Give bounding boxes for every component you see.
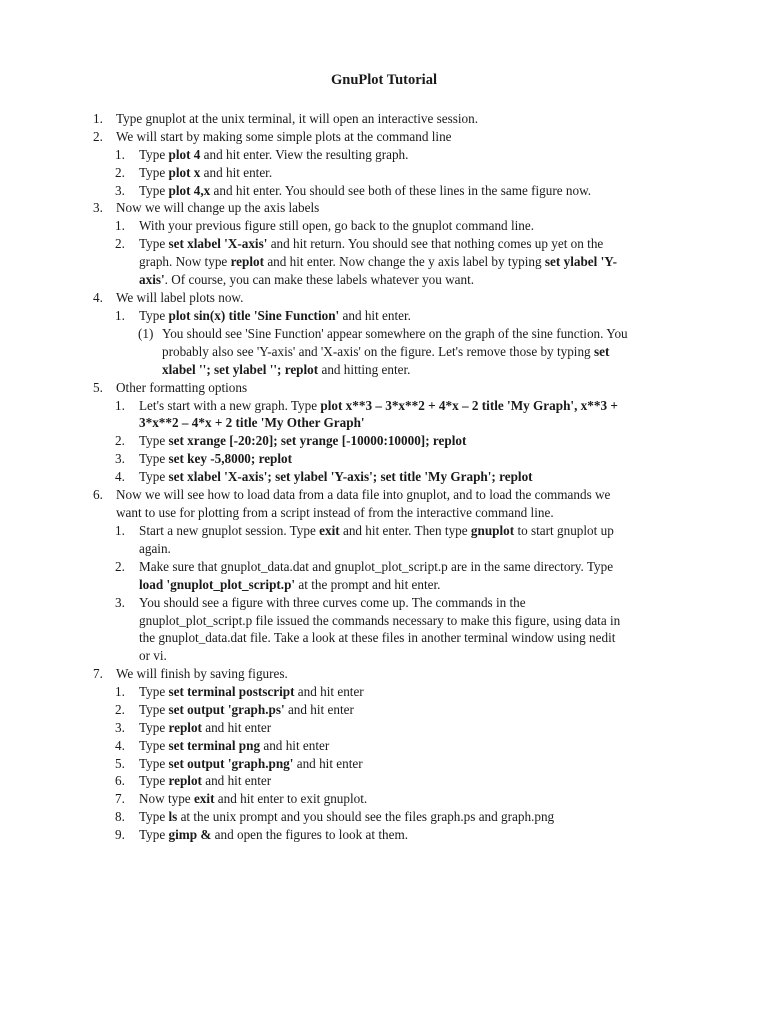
text-segment: and hit enter	[284, 702, 354, 717]
list-item-text	[139, 414, 365, 432]
list-item-number: 4.	[93, 290, 103, 305]
list-item-number: 1.	[115, 684, 125, 699]
text-segment: and hit enter	[201, 773, 272, 788]
text-segment: . Of course, you can make these labels whatever you want.	[164, 272, 475, 287]
text-segment: and hit enter	[201, 720, 272, 735]
text-segment: Type	[139, 433, 169, 448]
command-text: gnuplot	[470, 523, 515, 538]
text-segment: Type	[139, 827, 169, 842]
list-item-text	[139, 808, 554, 826]
list-item-number: 6.	[93, 487, 103, 502]
list-item-text	[116, 665, 288, 683]
command-text: xlabel ''; set ylabel ''; replot	[162, 362, 319, 377]
list-item-number: 8.	[115, 809, 125, 824]
list-item-number: 2.	[115, 165, 125, 180]
list-item-number: 4.	[115, 738, 125, 753]
list-item-text	[139, 683, 364, 701]
command-text: set xrange [-20:20]; set yrange [-10000:10000]; replot	[168, 433, 467, 448]
list-item-text	[139, 235, 603, 253]
list-item-text	[139, 737, 329, 755]
text-segment: and hit enter	[294, 684, 364, 699]
text-segment: You should see a figure with three curves come up. The commands in the	[139, 595, 526, 610]
list-item-text	[139, 540, 171, 558]
text-segment: Type	[139, 308, 169, 323]
text-segment: Type gnuplot at the unix terminal, it will open an interactive session.	[116, 111, 479, 126]
list-item-number: 1.	[115, 308, 125, 323]
list-item-number: 7.	[93, 666, 103, 681]
list-item-text	[139, 164, 272, 182]
command-text: plot 4	[168, 147, 201, 162]
command-text: ls	[168, 809, 178, 824]
text-segment: Type	[139, 773, 169, 788]
list-item-number: 5.	[115, 756, 125, 771]
text-segment: Type	[139, 702, 169, 717]
text-segment: to start gnuplot up	[514, 523, 614, 538]
command-text: replot	[230, 254, 265, 269]
command-text: plot x	[168, 165, 201, 180]
text-segment: want to use for plotting from a script instead of from the interactive command line.	[116, 505, 554, 520]
list-item-text	[139, 217, 534, 235]
command-text: exit	[193, 791, 215, 806]
text-segment: Type	[139, 809, 169, 824]
list-item-number: 1.	[115, 523, 125, 538]
list-item-text	[139, 182, 591, 200]
text-segment: Let's start with a new graph. Type	[139, 398, 321, 413]
list-item-number: 3.	[93, 200, 103, 215]
text-segment: We will label plots now.	[116, 290, 244, 305]
text-segment: and hit enter. View the resulting graph.	[200, 147, 409, 162]
list-item-number: 2.	[115, 236, 125, 251]
text-segment: and hit return. You should see that nothing comes up yet on the	[267, 236, 604, 251]
text-segment: Type	[139, 738, 169, 753]
list-item-text	[139, 701, 354, 719]
list-item-number: 4.	[115, 469, 125, 484]
list-item-text	[139, 772, 271, 790]
text-segment: and hit enter.	[339, 308, 411, 323]
list-item-number: 2.	[93, 129, 103, 144]
text-segment: Type	[139, 165, 169, 180]
list-item-text	[139, 146, 408, 164]
text-segment: Type	[139, 236, 169, 251]
text-segment: Type	[139, 756, 169, 771]
list-item-text	[139, 755, 363, 773]
command-text: load 'gnuplot_plot_script.p'	[139, 577, 296, 592]
command-text: set ylabel 'Y-	[544, 254, 617, 269]
command-text: gimp &	[168, 827, 212, 842]
list-item-number: 3.	[115, 720, 125, 735]
text-segment: We will finish by saving figures.	[116, 666, 288, 681]
text-segment: Now type	[139, 791, 194, 806]
command-text: set output 'graph.png'	[168, 756, 294, 771]
command-text: replot	[168, 720, 202, 735]
list-item-text	[116, 199, 319, 217]
text-segment: and hit enter	[293, 756, 363, 771]
list-item-text	[139, 576, 440, 594]
list-item-text	[139, 612, 620, 630]
list-item-number: 3.	[115, 595, 125, 610]
list-item-text	[139, 558, 613, 576]
list-item-text	[139, 468, 533, 486]
list-item-text	[162, 343, 609, 361]
list-item-text	[139, 719, 271, 737]
text-segment: Type	[139, 183, 169, 198]
list-item-number: 3.	[115, 183, 125, 198]
text-segment: and hit enter. You should see both of these lines in the same figure now.	[210, 183, 592, 198]
text-segment: the gnuplot_data.dat file. Take a look at these files in another terminal window using nedit	[139, 630, 616, 645]
list-item-text	[139, 647, 167, 665]
list-item-text	[139, 629, 615, 647]
list-item-number: 2.	[115, 702, 125, 717]
list-item-text	[139, 522, 614, 540]
command-text: set terminal postscript	[168, 684, 295, 699]
text-segment: We will start by making some simple plots at the command line	[116, 129, 452, 144]
list-item-text	[139, 253, 617, 271]
list-item-number: 2.	[115, 559, 125, 574]
list-item-text	[139, 790, 367, 808]
text-segment: at the prompt and hit enter.	[295, 577, 441, 592]
list-item-number: (1)	[138, 326, 154, 341]
list-item-text	[139, 432, 466, 450]
text-segment: Now we will change up the axis labels	[116, 200, 320, 215]
command-text: set output 'graph.ps'	[168, 702, 285, 717]
list-item-text	[162, 325, 628, 343]
list-item-text	[139, 450, 292, 468]
list-item-number: 9.	[115, 827, 125, 842]
text-segment: Make sure that gnuplot_data.dat and gnuplot_plot_script.p are in the same directory. Type	[139, 559, 614, 574]
list-item-number: 3.	[115, 451, 125, 466]
command-text: plot 4,x	[168, 183, 211, 198]
text-segment: and hitting enter.	[318, 362, 411, 377]
list-item-number: 2.	[115, 433, 125, 448]
list-item-number: 7.	[115, 791, 125, 806]
list-item-number: 1.	[115, 147, 125, 162]
list-item-number: 5.	[93, 380, 103, 395]
text-segment: and hit enter.	[200, 165, 273, 180]
text-segment: Type	[139, 720, 169, 735]
text-segment: again.	[139, 541, 171, 556]
list-item-text	[116, 289, 243, 307]
text-segment: Type	[139, 469, 169, 484]
text-segment: You should see 'Sine Function' appear somewhere on the graph of the sine function. You	[162, 326, 628, 341]
text-segment: Type	[139, 147, 169, 162]
command-text: set	[593, 344, 610, 359]
text-segment: at the unix prompt and you should see the files graph.ps and graph.png	[177, 809, 555, 824]
command-text: set terminal png	[168, 738, 261, 753]
list-item-text	[116, 379, 247, 397]
text-segment: With your previous figure still open, go back to the gnuplot command line.	[139, 218, 535, 233]
list-item-text	[139, 594, 526, 612]
text-segment: and hit enter	[260, 738, 330, 753]
list-item-text	[116, 486, 610, 504]
text-segment: Type	[139, 684, 169, 699]
list-item-text	[139, 307, 411, 325]
command-text: set xlabel 'X-axis'	[168, 236, 268, 251]
command-text: exit	[319, 523, 340, 538]
text-segment: and hit enter. Now change the y axis label by typing	[264, 254, 545, 269]
list-item-number: 1.	[115, 398, 125, 413]
text-segment: Other formatting options	[116, 380, 248, 395]
text-segment: probably also see 'Y-axis' and 'X-axis' on the figure. Let's remove those by typing	[162, 344, 594, 359]
list-item-text	[116, 110, 478, 128]
list-item-text	[116, 128, 452, 146]
document-title: GnuPlot Tutorial	[331, 72, 437, 88]
text-segment: gnuplot_plot_script.p file issued the commands necessary to make this figure, using data in	[139, 613, 621, 628]
list-item-text	[162, 361, 410, 379]
command-text: set key -5,8000; replot	[168, 451, 293, 466]
text-segment: Start a new gnuplot session. Type	[139, 523, 320, 538]
text-segment: graph. Now type	[139, 254, 231, 269]
text-segment: and hit enter to exit gnuplot.	[214, 791, 368, 806]
text-segment: Type	[139, 451, 169, 466]
command-text: set xlabel 'X-axis'; set ylabel 'Y-axis'; set title 'My Graph'; replot	[168, 469, 533, 484]
command-text: replot	[168, 773, 202, 788]
command-text: plot sin(x) title 'Sine Function'	[168, 308, 340, 323]
list-item-text	[139, 271, 474, 289]
list-item-number: 1.	[115, 218, 125, 233]
list-item-number: 1.	[93, 111, 103, 126]
list-item-text	[139, 397, 618, 415]
list-item-number: 6.	[115, 773, 125, 788]
text-segment: and open the figures to look at them.	[211, 827, 409, 842]
text-segment: or vi.	[139, 648, 167, 663]
command-text: 3*x**2 – 4*x + 2 title 'My Other Graph'	[139, 415, 365, 430]
command-text: axis'	[139, 272, 165, 287]
text-segment: Now we will see how to load data from a data file into gnuplot, and to load the commands we	[116, 487, 611, 502]
text-segment: and hit enter. Then type	[339, 523, 471, 538]
list-item-text	[139, 826, 408, 844]
list-item-text	[116, 504, 554, 522]
command-text: plot x**3 – 3*x**2 + 4*x – 2 title 'My Graph', x**3 +	[320, 398, 618, 413]
